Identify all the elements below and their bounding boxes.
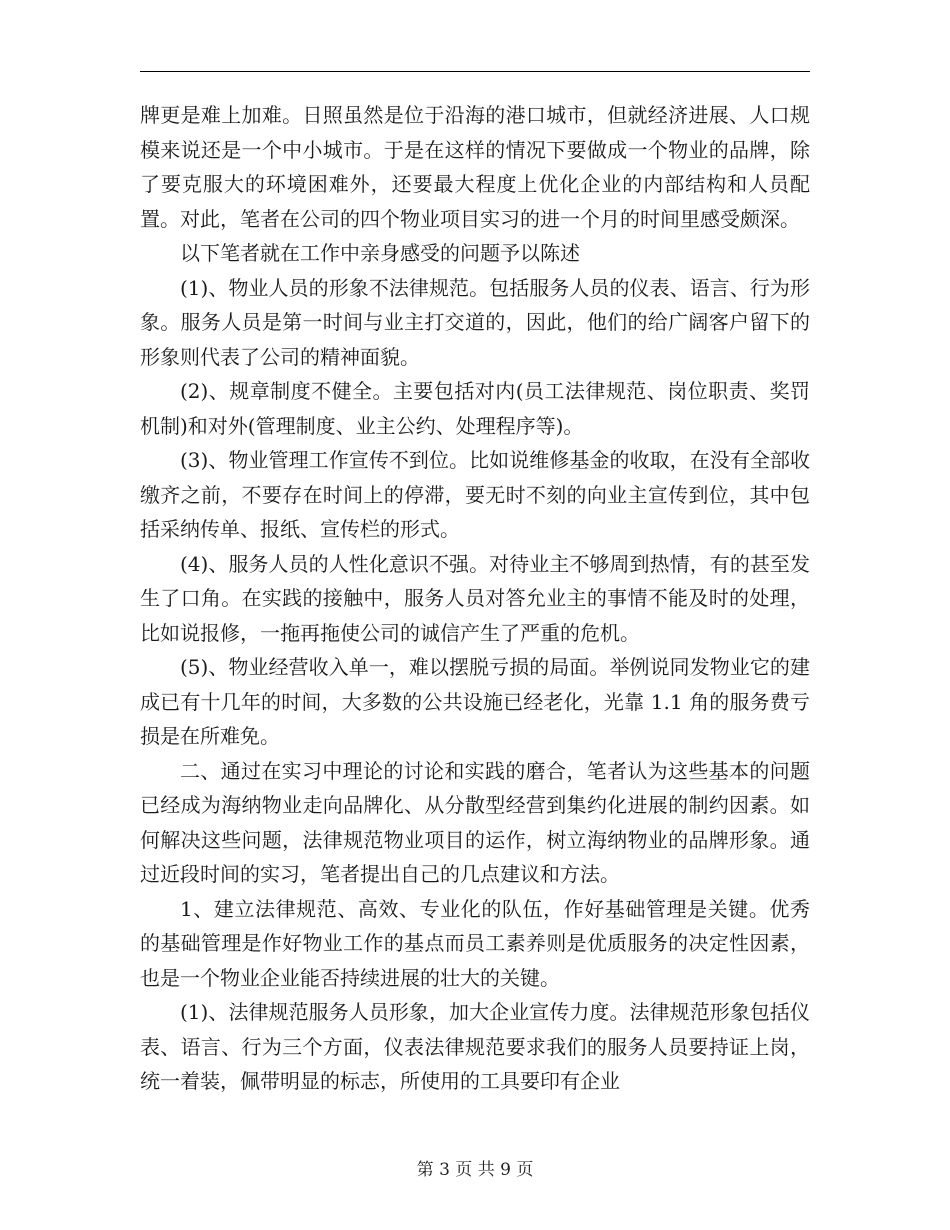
paragraph-1: 牌更是难上加难。日照虽然是位于沿海的港口城市，但就经济进展、人口规模来说还是一个中小城市。于是在这样的情况下要做成一个物业的品牌，除了要克服大的环境困难外，还要最大程度上优化企业的内部结构和人员配置。对此，笔者在公司的四个物业项目实习的进一个月的时间里感受颇深。	[140, 103, 810, 231]
document-body	[140, 98, 810, 1099]
paragraph-9: 1、建立法律规范、高效、专业化的队伍，作好基础管理是关键。优秀的基础管理是作好物业工作的基点而员工素养则是优质服务的决定性因素，也是一个物业企业能否持续进展的壮大的关键。	[140, 896, 810, 990]
page-number-footer: 第 3 页 共 9 页	[416, 1160, 534, 1180]
header-rule	[140, 71, 810, 72]
paragraph-10: (1)、法律规范服务人员形象，加大企业宣传力度。法律规范形象包括仪表、语言、行为三个方面，仪表法律规范要求我们的服务人员要持证上岗，统一着装，佩带明显的标志，所使用的工具要印有企业	[140, 1000, 810, 1093]
paragraph-8: 二、通过在实习中理论的讨论和实践的磨合，笔者认为这些基本的问题已经成为海纳物业走向品牌化、从分散型经营到集约化进展的制约因素。如何解决这些问题，法律规范物业项目的运作，树立海纳物业的品牌形象。通过近段时间的实习，笔者提出自己的几点建议和方法。	[140, 758, 810, 886]
paragraph-6: (4)、服务人员的人性化意识不强。对待业主不够周到热情，有的甚至发生了口角。在实践的接触中，服务人员对答允业主的事情不能及时的处理，比如说报修，一拖再拖使公司的诚信产生了严重的危机。	[140, 551, 810, 645]
paragraph-2: 以下笔者就在工作中亲身感受的问题予以陈述	[180, 241, 580, 265]
paragraph-3: (1)、物业人员的形象不法律规范。包括服务人员的仪表、语言、行为形象。服务人员是第一时间与业主打交道的，因此，他们的给广阔客户留下的形象则代表了公司的精神面貌。	[140, 275, 810, 369]
paragraph-7: (5)、物业经营收入单一，难以摆脱亏损的局面。举例说同发物业它的建成已有十几年的时间，大多数的公共设施已经老化，光靠 1.1 角的服务费亏损是在所难免。	[140, 655, 810, 748]
paragraph-4: (2)、规章制度不健全。主要包括对内(员工法律规范、岗位职责、奖罚机制)和对外(管理制度、业主公约、处理程序等)。	[140, 379, 810, 438]
paragraph-5: (3)、物业管理工作宣传不到位。比如说维修基金的收取，在没有全部收缴齐之前，不要存在时间上的停滞，要无时不刻的向业主宣传到位，其中包括采纳传单、报纸、宣传栏的形式。	[140, 448, 810, 541]
